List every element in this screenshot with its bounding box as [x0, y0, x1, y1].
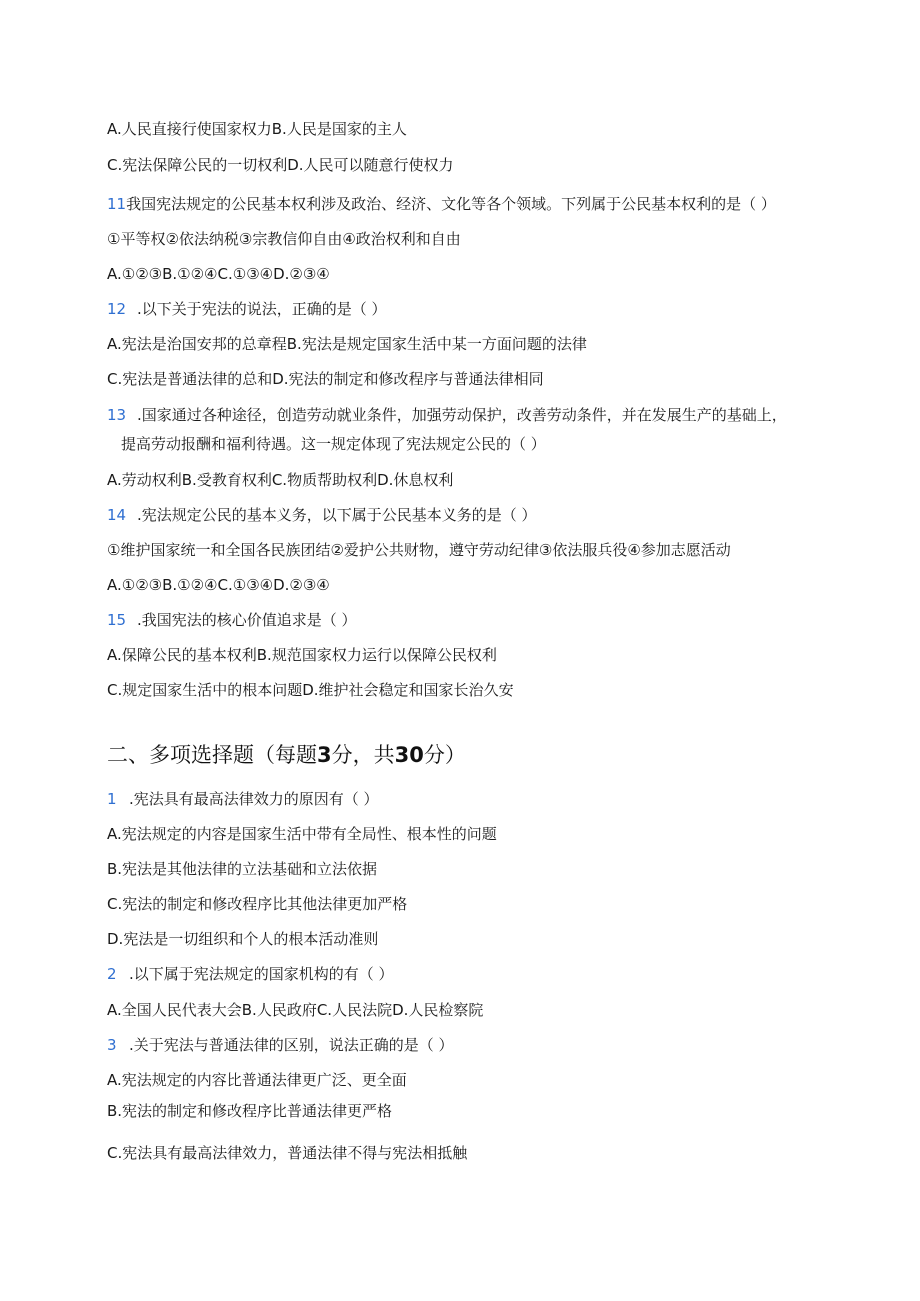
multi-question-3-option-c: C.宪法具有最高法律效力，普通法律不得与宪法相抵触 — [107, 1144, 468, 1162]
heading-score: 3 — [317, 743, 332, 767]
question-text: .关于宪法与普通法律的区别，说法正确的是（ ） — [129, 1036, 454, 1054]
question-14-options: A.①②③B.①②④C.①③④D.②③④ — [107, 576, 330, 594]
multi-question-1-option-b: B.宪法是其他法律的立法基础和立法依据 — [107, 860, 378, 878]
multi-question-3-option-b: B.宪法的制定和修改程序比普通法律更严格 — [107, 1102, 393, 1120]
question-text: .以下关于宪法的说法，正确的是（ ） — [137, 300, 387, 318]
question-number: 15 — [107, 611, 127, 629]
section-heading-multiple-choice — [107, 740, 466, 770]
question-15 — [107, 609, 357, 631]
heading-suffix: 分） — [423, 743, 466, 767]
multi-question-3-option-a: A.宪法规定的内容比普通法律更广泛、更全面 — [107, 1071, 407, 1089]
question-15-options-ab: A.保障公民的基本权利B.规范国家权力运行以保障公民权利 — [107, 646, 497, 664]
option-line-ab: A.人民直接行使国家权力B.人民是国家的主人 — [107, 120, 407, 138]
heading-prefix: 二、多项选择题（每题 — [107, 743, 317, 767]
question-13-continuation: 提高劳动报酬和福利待遇。这一规定体现了宪法规定公民的（ ） — [121, 435, 546, 453]
multi-question-2 — [107, 963, 394, 985]
multi-question-1-option-c: C.宪法的制定和修改程序比其他法律更加严格 — [107, 895, 408, 913]
question-number: 13 — [107, 406, 127, 424]
question-number: 11 — [107, 195, 127, 213]
option-line-cd: C.宪法保障公民的一切权利D.人民可以随意行使权力 — [107, 156, 454, 174]
question-12 — [107, 298, 387, 320]
question-11-items: ①平等权②依法纳税③宗教信仰自由④政治权利和自由 — [107, 230, 461, 248]
question-text: .我国宪法的核心价值追求是（ ） — [137, 611, 357, 629]
question-text: .宪法具有最高法律效力的原因有（ ） — [129, 790, 379, 808]
question-11-options: A.①②③B.①②④C.①③④D.②③④ — [107, 265, 330, 283]
question-text: .宪法规定公民的基本义务，以下属于公民基本义务的是（ ） — [137, 506, 537, 524]
question-13 — [107, 404, 787, 426]
question-13-options: A.劳动权利B.受教育权利C.物质帮助权利D.休息权利 — [107, 471, 454, 489]
question-11 — [107, 193, 776, 215]
heading-total: 30 — [394, 743, 424, 767]
heading-middle: 分，共 — [331, 743, 395, 767]
multi-question-3 — [107, 1034, 454, 1056]
question-number: 1 — [107, 790, 117, 808]
question-text: .国家通过各种途径，创造劳动就业条件，加强劳动保护，改善劳动条件，并在发展生产的基础上， — [137, 406, 787, 424]
multi-question-1-option-a: A.宪法规定的内容是国家生活中带有全局性、根本性的问题 — [107, 825, 497, 843]
multi-question-1-option-d: D.宪法是一切组织和个人的根本活动准则 — [107, 930, 379, 948]
question-15-options-cd: C.规定国家生活中的根本问题D.维护社会稳定和国家长治久安 — [107, 681, 514, 699]
question-number: 3 — [107, 1036, 117, 1054]
question-14 — [107, 504, 537, 526]
question-number: 2 — [107, 965, 117, 983]
question-text: .以下属于宪法规定的国家机构的有（ ） — [129, 965, 394, 983]
question-12-options-ab: A.宪法是治国安邦的总章程B.宪法是规定国家生活中某一方面问题的法律 — [107, 335, 587, 353]
multi-question-1 — [107, 788, 379, 810]
question-12-options-cd: C.宪法是普通法律的总和D.宪法的制定和修改程序与普通法律相同 — [107, 370, 544, 388]
question-text: 我国宪法规定的公民基本权利涉及政治、经济、文化等各个领域。下列属于公民基本权利的是（ ） — [126, 195, 776, 213]
question-number: 14 — [107, 506, 127, 524]
question-14-items: ①维护国家统一和全国各民族团结②爱护公共财物，遵守劳动纪律③依法服兵役④参加志愿活动 — [107, 541, 731, 559]
multi-question-2-options: A.全国人民代表大会B.人民政府C.人民法院D.人民检察院 — [107, 1001, 484, 1019]
question-number: 12 — [107, 300, 127, 318]
